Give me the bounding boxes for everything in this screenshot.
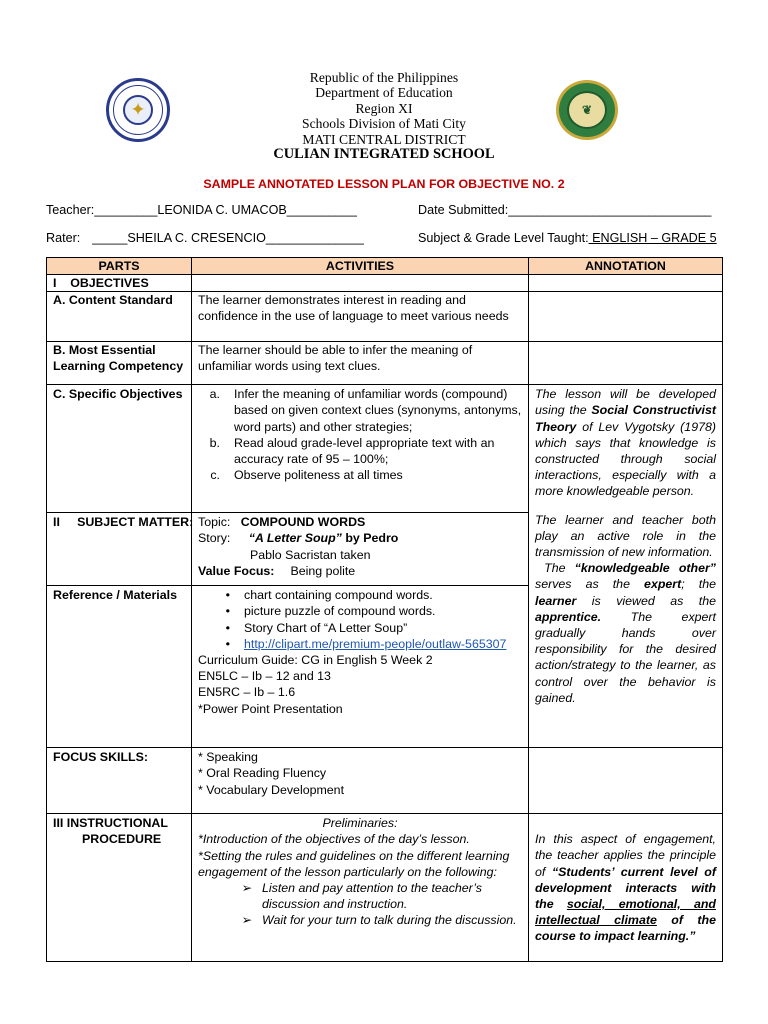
- specific-objectives-label: C. Specific Objectives: [47, 385, 192, 513]
- rater-label: Rater:: [46, 231, 81, 245]
- table-header-row: [47, 258, 723, 275]
- table-row: [47, 292, 723, 342]
- subject-value: ENGLISH – GRADE 5: [588, 231, 717, 245]
- list-item: ➢ Wait for your turn to talk during the discussion.: [241, 913, 517, 928]
- content-standard-label: A. Content Standard: [47, 292, 192, 342]
- list-item: • http://clipart.me/premium-people/outlaw-565307: [225, 636, 507, 651]
- date-value: _____________________________: [508, 203, 712, 217]
- header-activities: ACTIVITIES: [192, 258, 529, 275]
- reference-line: EN5LC – Ib – 12 and 13: [198, 669, 331, 684]
- subject-matter-label: II SUBJECT MATTER:: [47, 513, 192, 586]
- table-row: [47, 814, 723, 962]
- subject-label: Subject & Grade Level Taught:: [418, 231, 589, 245]
- focus-skill: * Vocabulary Development: [198, 782, 345, 797]
- table-row: [47, 275, 723, 292]
- teacher-value: _________LEONIDA C. UMACOB__________: [94, 203, 357, 217]
- header-line-2: Department of Education: [315, 85, 453, 101]
- table-row: [47, 748, 723, 814]
- clipart-link[interactable]: http://clipart.me/premium-people/outlaw-565307: [244, 636, 507, 651]
- reference-line: Curriculum Guide: CG in English 5 Week 2: [198, 653, 433, 668]
- competency-text: The learner should be able to infer the meaning of unfamiliar words using text clues.: [192, 342, 529, 385]
- reference-line: *Power Point Presentation: [198, 701, 343, 716]
- rules-list: [198, 880, 522, 929]
- list-item: • Story Chart of “A Letter Soup”: [225, 620, 408, 635]
- lesson-plan-table: [46, 257, 723, 962]
- rater-field: [46, 231, 364, 245]
- teacher-label: Teacher:: [46, 203, 95, 217]
- deped-seal-logo: ✦: [106, 78, 170, 142]
- document-title: SAMPLE ANNOTATED LESSON PLAN FOR OBJECTIVE NO. 2: [203, 177, 565, 191]
- list-item: ➢ Listen and pay attention to the teacher’s discussion and instruction.: [241, 881, 482, 912]
- rater-value: _____SHEILA C. CRESENCIO______________: [92, 231, 364, 245]
- reference-label: Reference / Materials: [47, 586, 192, 748]
- document-header: [0, 70, 768, 162]
- reference-line: EN5RC – Ib – 1.6: [198, 685, 296, 700]
- subject-field: [418, 231, 717, 245]
- procedure-label: III INSTRUCTIONAL PROCEDURE: [47, 814, 192, 962]
- procedure-line: *Introduction of the objectives of the day’s lesson.: [198, 832, 470, 847]
- header-annotation: ANNOTATION: [529, 258, 723, 275]
- topic-line: Topic: COMPOUND WORDS: [198, 515, 366, 530]
- preliminaries-heading: Preliminaries:: [322, 816, 398, 831]
- date-field: [418, 203, 711, 217]
- story-line: Story: “A Letter Soup” by Pedro: [198, 531, 399, 546]
- date-label: Date Submitted:: [418, 203, 509, 217]
- focus-skill: * Oral Reading Fluency: [198, 766, 327, 781]
- engagement-annotation: In this aspect of engagement, the teacher applies the principle of “Students’ current level of development interacts with the social, emotional, and intellectual climate of the course to impact learning.”: [529, 814, 723, 962]
- materials-list: [198, 587, 522, 652]
- teacher-field: [46, 203, 357, 217]
- specific-objectives-list: [198, 386, 522, 483]
- header-parts: PARTS: [47, 258, 192, 275]
- story-author-line: Pablo Sacristan taken: [250, 547, 371, 562]
- list-item: c. Observe politeness at all times: [210, 468, 403, 483]
- list-item: b. Read aloud grade-level appropriate text with an accuracy rate of 95 – 100%;: [209, 435, 495, 467]
- school-name: CULIAN INTEGRATED SCHOOL: [273, 146, 495, 163]
- objectives-label: I OBJECTIVES: [47, 275, 192, 292]
- procedure-line: *Setting the rules and guidelines on the different learning engagement of the lesson particularly on the following:: [198, 848, 510, 879]
- list-item: • picture puzzle of compound words.: [225, 604, 436, 619]
- competency-label: B. Most Essential Learning Competency: [47, 342, 192, 385]
- header-line-1: Republic of the Philippines: [309, 70, 459, 85]
- table-row: [47, 385, 723, 513]
- list-item: a. Infer the meaning of unfamiliar words (compound) based on given context clues (synonyms, antonyms, word parts) and other strategies;: [209, 387, 522, 434]
- value-focus-line: Value Focus: Being polite: [198, 563, 356, 578]
- header-line-4: Schools Division of Mati City: [302, 116, 466, 132]
- school-seal-logo: ❦: [556, 80, 618, 140]
- list-item: • chart containing compound words.: [225, 588, 433, 603]
- header-line-3: Region XI: [355, 100, 413, 116]
- header-line-5: MATI CENTRAL DISTRICT: [302, 131, 466, 147]
- content-standard-text: The learner demonstrates interest in reading and confidence in the use of language to meet various needs: [192, 292, 529, 342]
- focus-skills-label: FOCUS SKILLS:: [47, 748, 192, 814]
- constructivist-annotation: The lesson will be developed using the Social Constructivist Theory of Lev Vygotsky (1978) which says that knowledge is constructed through social interactions, especially with a more knowledgeable person. The learner and teacher both play an active role in the transmission of new information. The “knowledgeable other” serves as the expert; the learner is viewed as the apprentice. The expert gradually hands over responsibility for the desired action/strategy to the learner, as control over the behavior is gained.: [529, 385, 723, 748]
- focus-skill: * Speaking: [198, 750, 258, 765]
- table-row: [47, 342, 723, 385]
